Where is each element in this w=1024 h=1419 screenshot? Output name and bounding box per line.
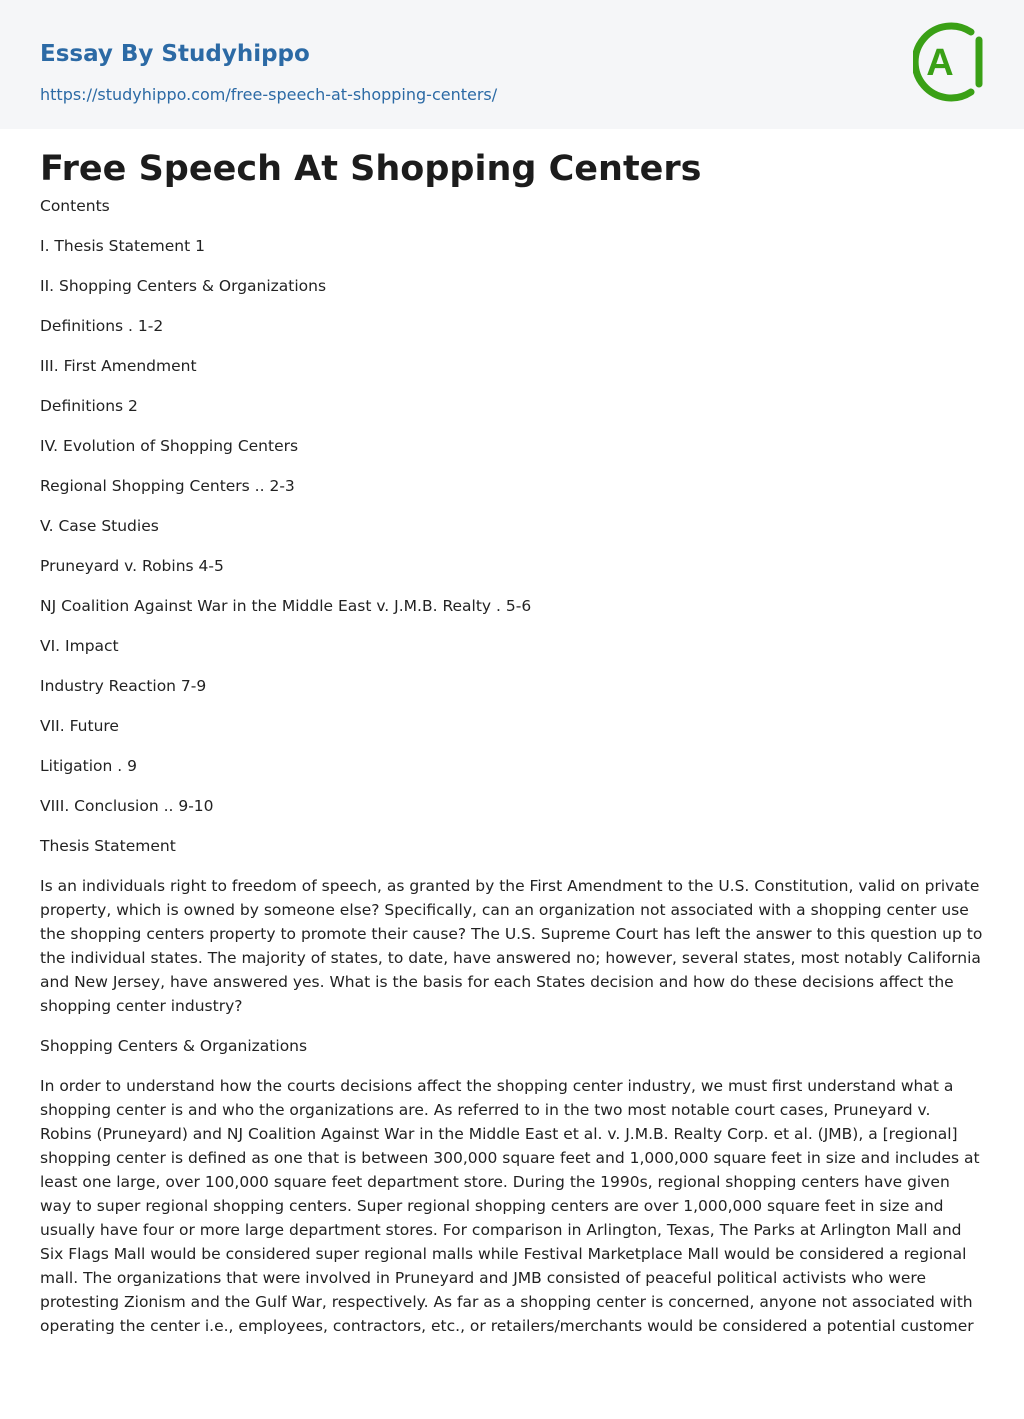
contents-line: II. Shopping Centers & Organizations xyxy=(40,277,327,295)
contents-line: III. First Amendment xyxy=(40,357,197,375)
studyhippo-logo-icon[interactable] xyxy=(913,20,985,104)
section-heading-thesis: Thesis Statement xyxy=(40,837,176,855)
contents-line: VII. Future xyxy=(40,717,119,735)
page-title: Free Speech At Shopping Centers xyxy=(40,149,702,189)
essay-body xyxy=(40,194,984,1354)
contents-line: VI. Impact xyxy=(40,637,119,655)
contents-line: I. Thesis Statement 1 xyxy=(40,237,205,255)
contents-line: Litigation . 9 xyxy=(40,757,137,775)
page-url-link[interactable]: https://studyhippo.com/free-speech-at-shopping-centers/ xyxy=(40,85,498,104)
thesis-paragraph: Is an individuals right to freedom of speech, as granted by the First Amendment to the U.S. Constitution, valid on private property, which is owned by someone else? Specifically, can an organization not associated with a shopping center use the shopping centers property to promote their cause? The U.S. Supreme Court has left the answer to this question up to the individual states. The majority of states, to date, have answered no; however, several states, most notably California and New Jersey, have answered yes. What is the basis for each States decision and how do these decisions affect the shopping center industry? xyxy=(40,877,983,1015)
contents-line: VIII. Conclusion .. 9-10 xyxy=(40,797,214,815)
contents-line: Regional Shopping Centers .. 2-3 xyxy=(40,477,295,495)
contents-line: IV. Evolution of Shopping Centers xyxy=(40,437,299,455)
logo-letter: A xyxy=(926,42,954,84)
organizations-paragraph: In order to understand how the courts decisions affect the shopping center industry, we must first understand what a shopping center is and who the organizations are. As referred to in the two most notable court cases, Pruneyard v. Robins (Pruneyard) and NJ Coalition Against War in the Middle East et al. v. J.M.B. Realty Corp. et al. (JMB), a [regional] shopping center is defined as one that is between 300,000 square feet and 1,000,000 square feet in size and includes at least one large, over 100,000 square feet department store. During the 1990s, regional shopping centers have given way to super regional shopping centers. Super regional shopping centers are over 1,000,000 square feet in size and usually have four or more large department stores. For comparison in Arlington, Texas, The Parks at Arlington Mall and Six Flags Mall would be considered super regional malls while Festival Marketplace Mall would be considered a regional mall. The organizations that were involved in Pruneyard and JMB consisted of peaceful political activists who were protesting Zionism and the Gulf War, respectively. As far as a shopping center is concerned, anyone not associated with operating the center i.e., employees, contractors, etc., or retailers/merchants would be considered a potential customer xyxy=(40,1077,980,1335)
contents-line: NJ Coalition Against War in the Middle East v. J.M.B. Realty . 5-6 xyxy=(40,597,532,615)
contents-line: Definitions 2 xyxy=(40,397,138,415)
contents-line: Contents xyxy=(40,197,110,215)
section-heading-organizations: Shopping Centers & Organizations xyxy=(40,1037,308,1055)
contents-line: Definitions . 1-2 xyxy=(40,317,164,335)
brand-title[interactable]: Essay By Studyhippo xyxy=(40,41,310,67)
contents-line: Pruneyard v. Robins 4-5 xyxy=(40,557,224,575)
contents-line: V. Case Studies xyxy=(40,517,159,535)
contents-line: Industry Reaction 7-9 xyxy=(40,677,207,695)
